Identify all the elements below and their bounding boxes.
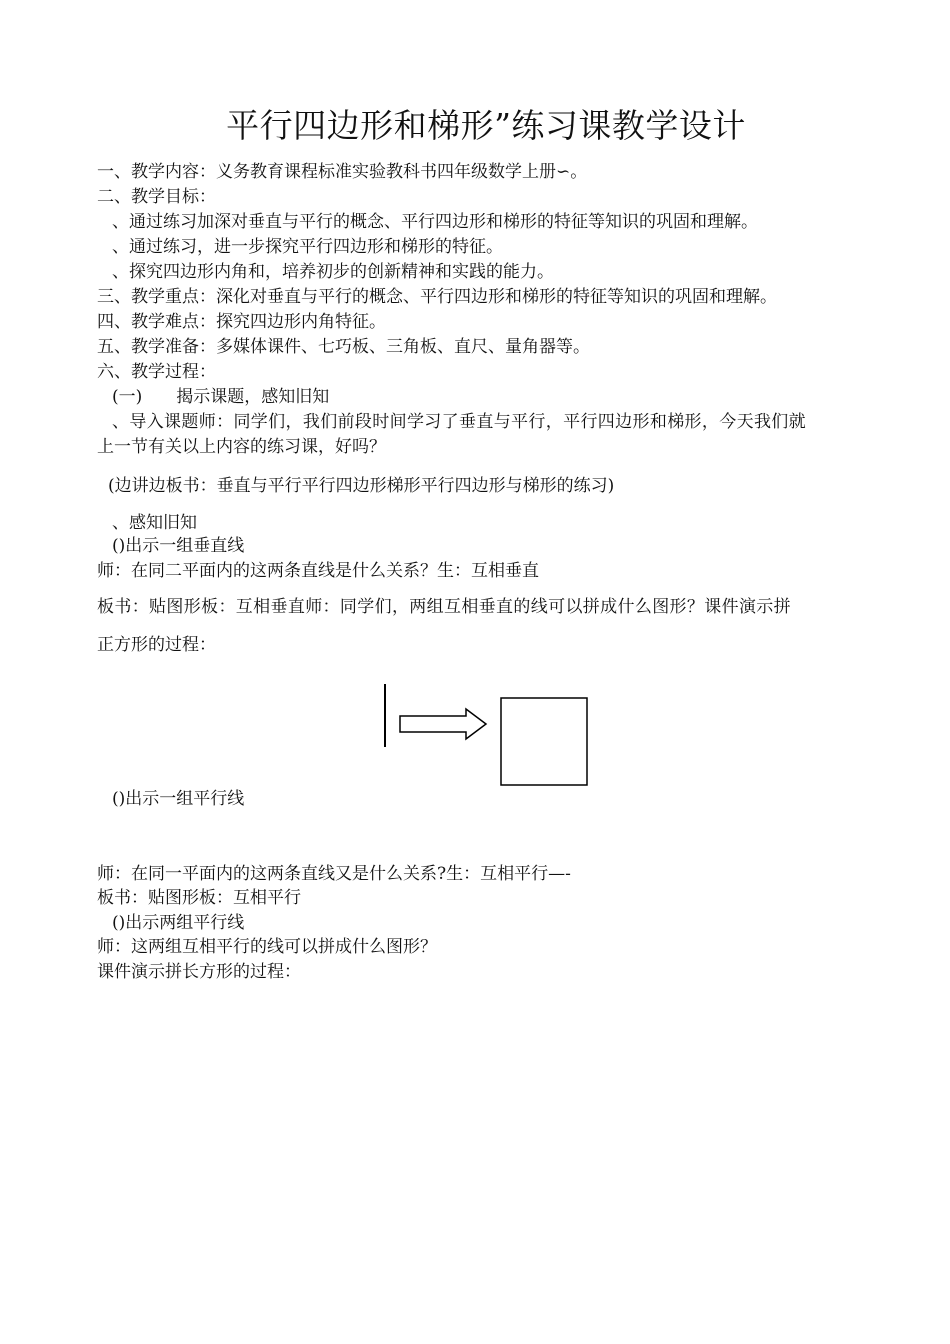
text-line-show-two-parallel: ()出示两组平行线 [112, 913, 245, 933]
text-line-board-note: (边讲边板书：垂直与平行平行四边形梯形平行四边形与梯形的练习) [108, 476, 615, 496]
text-line-show-parallel: ()出示一组平行线 [112, 789, 245, 809]
text-line-review-heading: 、感知旧知 [112, 513, 197, 533]
text-line-intro-cont: 上一节有关以上内容的练习课，好吗？ [97, 437, 386, 457]
text-line-process-heading: 六、教学过程： [97, 362, 216, 382]
right-arrow-icon [400, 709, 486, 739]
text-line-difficulty: 四、教学难点：探究四边形内角特征。 [97, 312, 386, 332]
text-line-preparation: 五、教学准备：多媒体课件、七巧板、三角板、直尺、量角器等。 [97, 337, 590, 357]
perpendicular-to-square-figure [376, 680, 596, 790]
text-line-objective-2: 、通过练习，进一步探究平行四边形和梯形的特征。 [112, 237, 503, 257]
text-line-board-parallel: 板书：贴图形板：互相平行 [97, 888, 301, 908]
text-line-objectives-heading: 二、教学目标： [97, 187, 216, 207]
text-line-intro: 、导入课题师：同学们，我们前段时间学习了垂直与平行，平行四边形和梯形，今天我们就 [112, 412, 806, 432]
text-line-key-points: 三、教学重点：深化对垂直与平行的概念、平行四边形和梯形的特征等知识的巩固和理解。 [97, 287, 777, 307]
text-line-step-1: (一) 揭示课题，感知旧知 [112, 387, 330, 407]
square-shape [501, 698, 587, 785]
text-line-board-perpendicular: 板书：贴图形板：互相垂直师：同学们，两组互相垂直的线可以拼成什么图形？课件演示拼 [97, 597, 791, 617]
text-line-rectangle-process: 课件演示拼长方形的过程： [97, 962, 301, 982]
text-line-objective-3: 、探究四边形内角和，培养初步的创新精神和实践的能力。 [112, 262, 554, 282]
text-line-question-two-parallel: 师：这两组互相平行的线可以拼成什么图形？ [97, 937, 437, 957]
text-line-square-process: 正方形的过程： [97, 635, 216, 655]
text-line-content: 一、教学内容：义务教育课程标准实验教科书四年级数学上册∽。 [97, 162, 588, 182]
text-line-question-perpendicular: 师：在同二平面内的这两条直线是什么关系？生：互相垂直 [97, 561, 539, 581]
text-line-show-perpendicular: ()出示一组垂直线 [112, 536, 245, 556]
document-title: 平行四边形和梯形”练习课教学设计 [226, 106, 746, 145]
text-line-objective-1: 、通过练习加深对垂直与平行的概念、平行四边形和梯形的特征等知识的巩固和理解。 [112, 212, 758, 232]
text-line-question-parallel: 师：在同一平面内的这两条直线又是什么关系?生：互相平行—- [97, 864, 571, 884]
